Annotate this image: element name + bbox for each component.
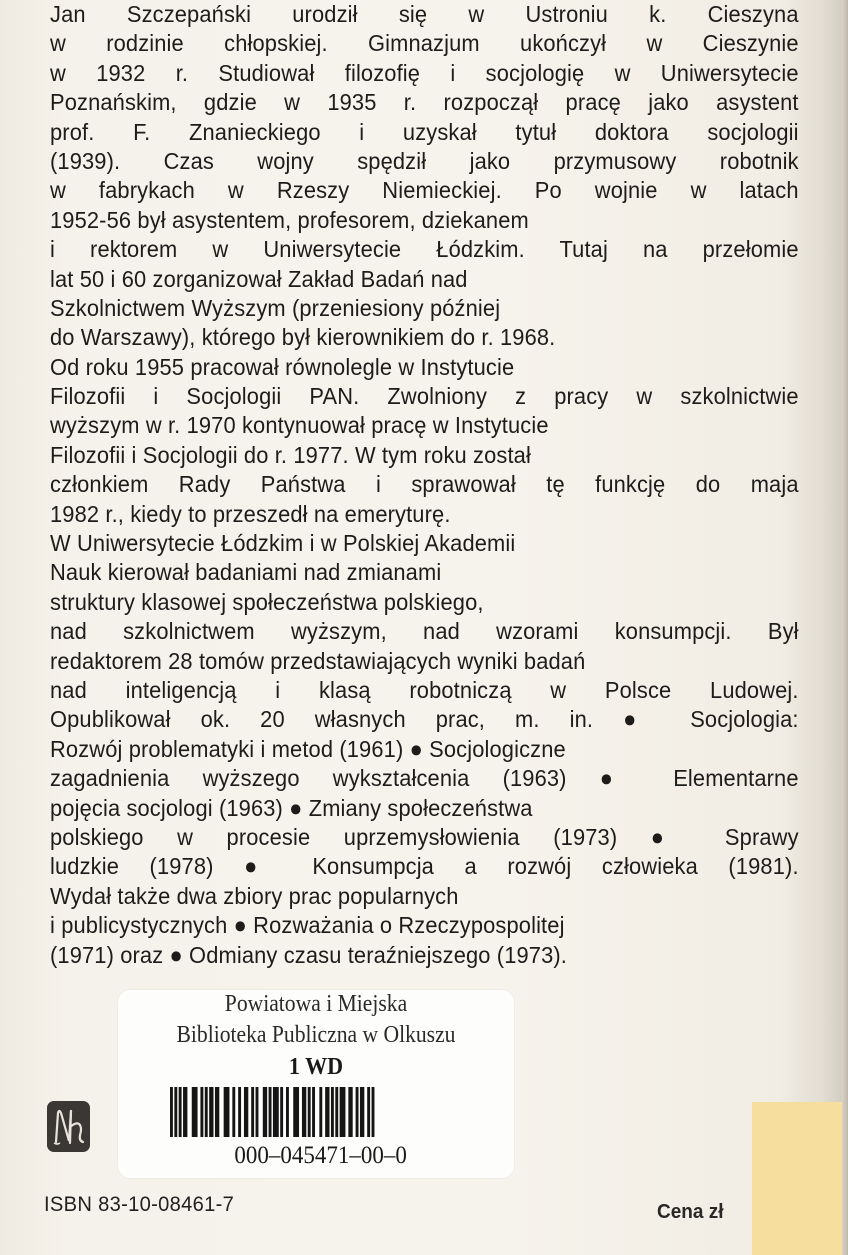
barcode-bar xyxy=(269,1087,272,1137)
barcode-bar xyxy=(367,1087,370,1137)
bio-line: w fabrykach w Rzeszy Niemieckiej. Po wojnie w latach xyxy=(50,177,799,204)
barcode-bar xyxy=(205,1087,208,1137)
barcode-bar xyxy=(319,1087,322,1137)
barcode-bar xyxy=(256,1087,259,1137)
barcode-bar xyxy=(263,1087,267,1137)
barcode-bar xyxy=(215,1087,219,1137)
barcode-bar xyxy=(335,1087,338,1137)
bio-line: Wydał także dwa zbiory prac popularnych xyxy=(50,882,459,909)
barcode-bar xyxy=(170,1087,173,1137)
bio-line: Od roku 1955 pracował równolegle w Instytucie xyxy=(50,353,515,380)
barcode-bar xyxy=(200,1087,203,1137)
barcode-bar xyxy=(232,1087,235,1137)
barcode-bar xyxy=(174,1087,177,1137)
barcode-bar xyxy=(372,1087,375,1137)
bio-line: pojęcia socjologi (1963) ● Zmiany społeczeństwa xyxy=(50,794,533,821)
bio-line: (1971) oraz ● Odmiany czasu teraźniejszego (1973). xyxy=(50,941,568,968)
barcode-bar xyxy=(251,1087,254,1137)
barcode-bar xyxy=(192,1087,198,1137)
publisher-logo xyxy=(47,1101,90,1152)
barcode-bar xyxy=(348,1087,352,1137)
barcode xyxy=(170,1087,403,1137)
barcode-bar xyxy=(209,1087,213,1137)
barcode-bar xyxy=(293,1087,299,1137)
bio-line: w rodzinie chłopskiej. Gimnazjum ukończył w Cieszynie xyxy=(50,30,799,57)
isbn-number: ISBN 83-10-08461-7 xyxy=(44,1193,235,1216)
barcode-bar xyxy=(179,1087,182,1137)
bio-line: lat 50 i 60 zorganizował Zakład Badań nad xyxy=(50,265,468,292)
price-sticker xyxy=(752,1102,842,1255)
library-name-line-2: Biblioteka Publiczna w Olkuszu xyxy=(176,1022,456,1048)
barcode-number: 000–045471–00–0 xyxy=(234,1142,407,1169)
library-sticker xyxy=(118,990,514,1178)
barcode-bar xyxy=(302,1087,306,1137)
price-label-text: Cena zł xyxy=(657,1201,724,1223)
barcode-bar xyxy=(325,1087,329,1137)
barcode-bar xyxy=(244,1087,248,1137)
bio-line: Szkolnictwem Wyższym (przeniesiony później xyxy=(50,294,501,321)
bio-line: Nauk kierował badaniami nad zmianami xyxy=(50,559,442,586)
barcode-bar xyxy=(183,1087,187,1137)
barcode-bar xyxy=(312,1087,315,1137)
barcode-bar xyxy=(238,1087,241,1137)
cover-edge xyxy=(842,0,848,1255)
bio-line: Opublikował ok. 20 własnych prac, m. in. ● Socjologia: xyxy=(50,706,799,733)
shelf-signature: 1 WD xyxy=(288,1054,344,1080)
bio-line: prof. F. Znanieckiego i uzyskał tytuł doktora socjologii xyxy=(50,118,799,145)
barcode-bar xyxy=(308,1087,311,1137)
bio-line: członkiem Rady Państwa i sprawował tę funkcję do maja xyxy=(50,471,799,498)
barcode-bar xyxy=(286,1087,289,1137)
barcode-bar xyxy=(331,1087,334,1137)
bio-line: redaktorem 28 tomów przedstawiających wyniki badań xyxy=(50,647,586,674)
bio-line: wyższym w r. 1970 kontynuował pracę w Instytucie xyxy=(50,412,549,439)
bio-line: ludzkie (1978) ● Konsumpcja a rozwój człowieka (1981). xyxy=(50,853,799,880)
bio-line: nad inteligencją i klasą robotniczą w Polsce Ludowej. xyxy=(50,676,799,703)
bio-line: W Uniwersytecie Łódzkim i w Polskiej Akademii xyxy=(50,530,516,557)
bio-line: polskiego w procesie uprzemysłowienia (1973) ● Sprawy xyxy=(50,823,799,850)
bio-line: zagadnienia wyższego wykształcenia (1963) ● Elementarne xyxy=(50,765,799,792)
barcode-bar xyxy=(224,1087,230,1137)
bio-line: i rektorem w Uniwersytecie Łódzkim. Tutaj na przełomie xyxy=(50,236,799,263)
bio-line: 1982 r., kiedy to przeszedł na emeryturę. xyxy=(50,500,451,527)
bio-line: 1952-56 był asystentem, profesorem, dziekanem xyxy=(50,206,529,233)
bio-line: Jan Szczepański urodził się w Ustroniu k. Cieszyna xyxy=(50,1,799,27)
library-name-line-1: Powiatowa i Miejska xyxy=(224,991,408,1017)
bio-line: w 1932 r. Studiował filozofię i socjologię w Uniwersytecie xyxy=(50,59,799,86)
bio-line: (1939). Czas wojny spędził jako przymusowy robotnik xyxy=(50,147,799,174)
author-biography xyxy=(50,0,799,970)
bio-line: i publicystycznych ● Rozważania o Rzeczypospolitej xyxy=(50,912,565,939)
bio-line: struktury klasowej społeczeństwa polskiego, xyxy=(50,588,484,615)
barcode-bar xyxy=(356,1087,359,1137)
barcode-bar xyxy=(273,1087,279,1137)
bio-line: Filozofii i Socjologii PAN. Zwolniony z pracy w szkolnictwie xyxy=(50,383,799,410)
barcode-bar xyxy=(340,1087,346,1137)
bio-line: Poznańskim, gdzie w 1935 r. rozpoczął pracę jako asystent xyxy=(50,89,799,116)
bio-line: nad szkolnictwem wyższym, nad wzorami konsumpcji. Był xyxy=(50,618,799,645)
barcode-bar xyxy=(280,1087,283,1137)
barcode-bar xyxy=(360,1087,364,1137)
bio-line: Rozwój problematyki i metod (1961) ● Socjologiczne xyxy=(50,735,566,762)
publisher-monogram-icon xyxy=(47,1101,90,1152)
bio-line: do Warszawy), którego był kierownikiem do r. 1968. xyxy=(50,324,556,351)
bio-line: Filozofii i Socjologii do r. 1977. W tym roku został xyxy=(50,441,531,468)
